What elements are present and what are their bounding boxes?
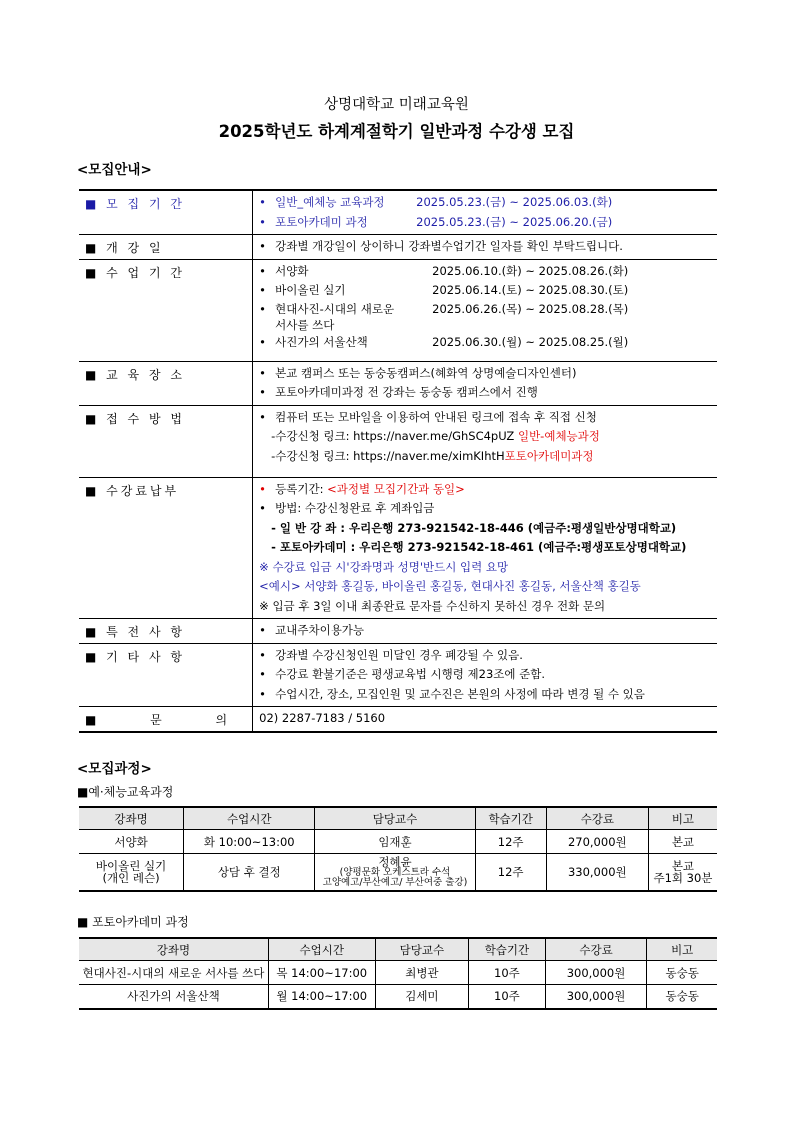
list-item: • 포토아카데미 과정 2025.05.23.(금) ~ 2025.06.20.(금) xyxy=(259,213,717,233)
list-item: • 일반_예체능 교육과정 2025.05.23.(금) ~ 2025.06.03.(화) xyxy=(259,193,717,213)
photo-course-heading: ■ 포토아카데미 과정 xyxy=(77,915,189,929)
list-item: • 방법: 수강신청완료 후 계좌입금 xyxy=(259,499,717,519)
row-contact xyxy=(79,707,717,732)
section-heading-courses: <모집과정> xyxy=(77,761,152,777)
row-fee-payment xyxy=(79,477,717,619)
list-item: • 사진가의 서울산책 2025.06.30.(월) ~ 2025.08.25.(월) xyxy=(259,333,717,353)
list-item: • 포토아카데미과정 전 강좌는 동숭동 캠퍼스에서 진행 xyxy=(259,383,717,403)
table-row: 현대사진-시대의 새로운 서사를 쓰다 목 14:00~17:00 최병관 10주 300,000원 동숭동 xyxy=(79,961,717,985)
list-item: • 본교 캠퍼스 또는 동숭동캠퍼스(혜화역 상명예술디자인센터) xyxy=(259,364,717,384)
table-row: 바이올린 실기 (개인 레슨) 상담 후 결정 정혜윤 (양평문화 오케스트라 수석 고양예고/부산예고/ 부산여중 출강) 12주 330,000원 본교 주1회 30분 xyxy=(79,854,717,891)
contact-phone: 02) 2287-7183 / 5160 xyxy=(259,711,386,725)
art-course-table xyxy=(79,806,717,892)
table-header-row: 강좌명 수업시간 담당교수 학습기간 수강료 비고 xyxy=(79,938,717,961)
table-row: 서양화 화 10:00~13:00 임재훈 12주 270,000원 본교 xyxy=(79,830,717,854)
apply-link-photo[interactable]: -수강신청 링크: https://naver.me/ximKIhtH포토아카데미과정 xyxy=(271,448,594,463)
note: <예시> 서양화 홍길동, 바이올린 홍길동, 현대사진 홍길동, 서울산책 홍길동 xyxy=(259,579,641,593)
list-item: • 수업시간, 장소, 모집인원 및 교수진은 본원의 사정에 따라 변경 될 수 있음 xyxy=(259,685,717,705)
label-benefits: ■ 특 전 사 항 xyxy=(79,619,253,644)
list-item: • 수강료 환불기준은 평생교육법 시행령 제23조에 준함. xyxy=(259,665,717,685)
list-item: • 서양화 2025.06.10.(화) ~ 2025.08.26.(화) xyxy=(259,262,717,282)
list-item: • 등록기간: <과정별 모집기간과 동일> xyxy=(259,481,465,496)
art-course-heading: ■예·체능교육과정 xyxy=(77,785,174,799)
section-heading-recruit-info: <모집안내> xyxy=(77,162,152,178)
row-benefits xyxy=(79,619,717,644)
label-contact: ■ 문 의 xyxy=(79,707,253,732)
page-title: 2025학년도 하계계절학기 일반과정 수강생 모집 xyxy=(218,122,575,141)
table-row: 사진가의 서울산책 월 14:00~17:00 김세미 10주 300,000원 동숭동 xyxy=(79,985,717,1009)
list-item: • 현대사진-시대의 새로운 2025.06.26.(목) ~ 2025.08.28.(목) xyxy=(259,301,717,317)
institute-name: 상명대학교 미래교육원 xyxy=(324,97,469,113)
label-etc: ■ 기 타 사 항 xyxy=(79,643,253,707)
note: ※ 수강료 입금 시'강좌명과 성명'반드시 입력 요망 xyxy=(259,559,509,574)
label-location: ■ 교 육 장 소 xyxy=(79,361,253,405)
label-open-date: ■ 개 강 일 xyxy=(79,235,253,260)
list-item: • 바이올린 실기 2025.06.14.(토) ~ 2025.08.30.(토) xyxy=(259,281,717,301)
label-class-period: ■ 수 업 기 간 xyxy=(79,259,253,361)
bank-account-photo: - 포토아카데미 : 우리은행 273-921542-18-461 (예금주:평생포토상명대학교) xyxy=(271,540,687,554)
row-apply-method xyxy=(79,405,717,477)
row-recruit-period xyxy=(79,190,717,235)
list-item: • 교내주차이용가능 xyxy=(259,621,717,641)
row-location xyxy=(79,361,717,405)
list-item: • 컴퓨터 또는 모바일을 이용하여 안내된 링크에 접속 후 직접 신청 xyxy=(259,408,717,428)
label-apply-method: ■ 접 수 방 법 xyxy=(79,405,253,477)
bank-account-general: - 일 반 강 좌 : 우리은행 273-921542-18-446 (예금주:평생일반상명대학교) xyxy=(271,520,677,535)
row-open-date xyxy=(79,235,717,260)
note: ※ 입금 후 3일 이내 최종완료 문자를 수신하지 못하신 경우 전화 문의 xyxy=(259,598,606,613)
row-etc xyxy=(79,643,717,707)
label-fee-payment: ■ 수강료납부 xyxy=(79,477,253,619)
photo-course-table xyxy=(79,937,717,1010)
recruit-info-table xyxy=(79,189,717,733)
list-item: • 강좌별 개강일이 상이하니 강좌별수업기간 일자를 확인 부탁드립니다. xyxy=(259,237,717,257)
table-header-row: 강좌명 수업시간 담당교수 학습기간 수강료 비고 xyxy=(79,807,717,830)
label-recruit-period: ■ 모 집 기 간 xyxy=(79,190,253,235)
apply-link-general[interactable]: -수강신청 링크: https://naver.me/GhSC4pUZ 일반-예체능과정 xyxy=(271,429,600,443)
list-item: • 강좌별 수강신청인원 미달인 경우 폐강될 수 있음. xyxy=(259,646,717,666)
row-class-period: ■ 수 업 기 간 • 서양화 2025.06.10.(화) ~ 2025.08.26.(화) • 바이올린 실기 2025.06.14.(토) ~ 2025.08.30.(토) • 현대사진-시대의 새로운 2025.06.26.(목) ~ 2025.08.28.(목) 서사를 쓰다 • 사진가의 서울산책 2025.06.30.(월) ~ 2025.08.25.(월) xyxy=(79,259,717,361)
